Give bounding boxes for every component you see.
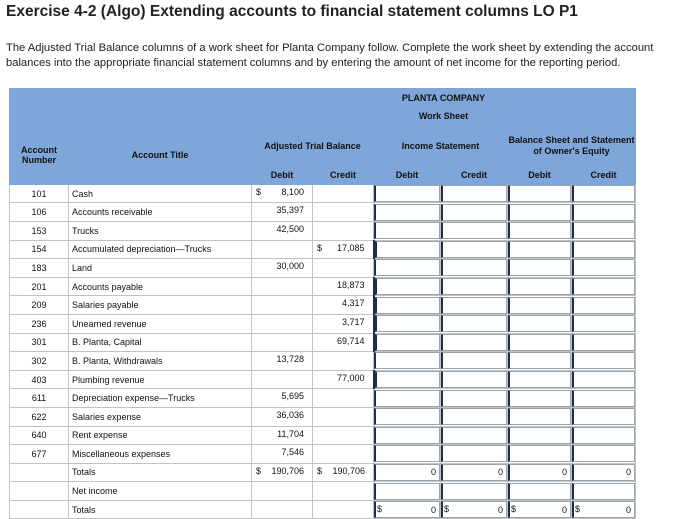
account-title: Accounts payable: [69, 277, 252, 296]
atb-debit-value: 7,546: [281, 447, 304, 458]
atb-debit-value: 11,704: [277, 428, 304, 439]
row-677-bs-debit-input[interactable]: [508, 445, 571, 462]
account-row: [10, 352, 636, 371]
account-number: 201: [10, 277, 69, 296]
account-row: [10, 426, 636, 445]
atb-credit-total: [313, 463, 374, 482]
atb-credit: [313, 370, 374, 389]
atb-debit: [252, 352, 313, 371]
final-totals-is-credit-cell: [441, 500, 508, 519]
row-106-is-debit-input[interactable]: [374, 204, 440, 221]
atb-debit: [252, 184, 313, 203]
row-201-is-credit-cell: [441, 277, 508, 296]
account-row: [10, 407, 636, 426]
row-677-is-debit-input[interactable]: [374, 445, 440, 462]
row-302-is-debit-input[interactable]: [374, 352, 440, 369]
totals-is-debit-input[interactable]: [374, 464, 440, 481]
account-title: Unearned revenue: [69, 314, 252, 333]
row-209-bs-debit-cell: [508, 296, 572, 315]
row-640-bs-credit-cell: [572, 426, 636, 445]
atb-debit-value: 36,036: [276, 409, 304, 420]
row-677-bs-credit-cell: [572, 445, 636, 464]
account-number-header: Account Number: [10, 126, 69, 185]
row-209-is-credit-cell: [441, 296, 508, 315]
row-201-bs-credit-input[interactable]: [572, 278, 635, 295]
row-101-is-debit-cell: [374, 184, 441, 203]
row-209-bs-debit-input[interactable]: [508, 297, 571, 314]
row-403-is-debit-input[interactable]: [375, 371, 441, 388]
final-totals-bs-credit-input[interactable]: [572, 501, 635, 518]
net-income-number: [10, 482, 69, 501]
row-622-is-debit-input[interactable]: [374, 408, 440, 425]
row-106-bs-debit-input[interactable]: [508, 204, 571, 221]
net-income-bs-credit-cell: [572, 482, 636, 501]
row-106-bs-credit-input[interactable]: [572, 204, 635, 221]
row-301-bs-debit-input[interactable]: [508, 334, 571, 351]
final-totals-is-debit-cell: [374, 500, 441, 519]
row-101-bs-debit-cell: [508, 184, 572, 203]
row-209-bs-credit-cell: [572, 296, 636, 315]
atb-credit-value: 3,717: [341, 316, 365, 327]
row-301-bs-credit-cell: [572, 333, 636, 352]
row-640-bs-debit-input[interactable]: [508, 427, 571, 444]
dollar-sign: $: [256, 465, 262, 476]
atb-credit-header: Credit: [313, 166, 374, 185]
account-row: [10, 314, 636, 333]
totals-number: [10, 463, 69, 482]
dollar-sign: $: [317, 242, 323, 253]
net-income-bs-credit-input[interactable]: [572, 483, 635, 500]
row-154-is-debit-input[interactable]: [375, 241, 441, 258]
atb-credit-empty: [313, 389, 374, 408]
row-301-is-debit-cell: [374, 333, 441, 352]
row-183-bs-credit-cell: [572, 259, 636, 278]
row-101-bs-debit-input[interactable]: [508, 185, 571, 202]
row-640-bs-debit-cell: [508, 426, 572, 445]
row-403-is-debit-cell: [374, 370, 441, 389]
account-row: [10, 221, 636, 240]
account-row: [10, 240, 636, 259]
account-row: [10, 203, 636, 222]
row-403-is-credit-cell: [441, 370, 508, 389]
row-236-is-credit-cell: [441, 314, 508, 333]
row-106-is-credit-input[interactable]: [441, 204, 507, 221]
row-106-bs-credit-cell: [572, 203, 636, 222]
account-title: B. Planta, Withdrawals: [69, 352, 252, 371]
net-income-label: Net income: [69, 482, 252, 501]
row-677-is-credit-cell: [441, 445, 508, 464]
account-title: Accumulated depreciation—Trucks: [69, 240, 252, 259]
final-totals-bs-credit-cell: [572, 500, 636, 519]
account-number: 640: [10, 426, 69, 445]
row-153-is-credit-input[interactable]: [441, 222, 507, 239]
row-302-bs-credit-cell: [572, 352, 636, 371]
account-title: Plumbing revenue: [69, 370, 252, 389]
row-101-is-debit-input[interactable]: [374, 185, 440, 202]
row-403-bs-credit-cell: [572, 370, 636, 389]
row-209-is-debit-input[interactable]: [375, 297, 441, 314]
row-153-is-credit-cell: [441, 221, 508, 240]
company-name: PLANTA COMPANY: [252, 89, 636, 108]
row-154-bs-credit-cell: [572, 240, 636, 259]
final-totals-number: [10, 500, 69, 519]
account-title: B. Planta, Capital: [69, 333, 252, 352]
account-row: [10, 277, 636, 296]
row-236-is-debit-input[interactable]: [375, 315, 441, 332]
dollar-sign: $: [317, 465, 323, 476]
row-302-is-credit-input[interactable]: [441, 352, 507, 369]
atb-credit-empty: [313, 407, 374, 426]
atb-debit-empty: [252, 296, 313, 315]
row-301-bs-debit-cell: [508, 333, 572, 352]
account-number: 106: [10, 203, 69, 222]
atb-credit-empty: [313, 184, 374, 203]
row-154-bs-debit-cell: [508, 240, 572, 259]
row-236-is-debit-cell: [374, 314, 441, 333]
totals-bs-debit-input[interactable]: [508, 464, 571, 481]
bs-credit-header: Credit: [572, 166, 636, 185]
row-154-is-debit-cell: [374, 240, 441, 259]
account-title: Salaries expense: [69, 407, 252, 426]
final-totals-atb-debit: [252, 500, 313, 519]
row-106-bs-debit-cell: [508, 203, 572, 222]
atb-debit: [252, 259, 313, 278]
atb-debit: [252, 426, 313, 445]
account-number: 183: [10, 259, 69, 278]
final-totals-is-credit-input[interactable]: [441, 501, 507, 518]
worksheet-table: [9, 88, 636, 519]
atb-debit-empty: [252, 333, 313, 352]
row-640-is-debit-input[interactable]: [374, 427, 440, 444]
row-301-bs-credit-input[interactable]: [572, 334, 635, 351]
row-622-bs-credit-input[interactable]: [572, 408, 635, 425]
row-611-is-credit-input[interactable]: [441, 390, 507, 407]
totals-label: Totals: [69, 463, 252, 482]
row-236-bs-debit-cell: [508, 314, 572, 333]
row-201-is-debit-cell: [374, 277, 441, 296]
row-101-bs-credit-input[interactable]: [572, 185, 635, 202]
atb-debit: [252, 389, 313, 408]
row-183-is-debit-cell: [374, 259, 441, 278]
row-236-bs-debit-input[interactable]: [508, 315, 571, 332]
row-101-is-credit-input[interactable]: [441, 185, 507, 202]
net-income-is-credit-input[interactable]: [441, 483, 507, 500]
account-row: [10, 296, 636, 315]
totals-bs-credit-input[interactable]: [572, 464, 635, 481]
row-106-is-credit-cell: [441, 203, 508, 222]
totals-is-credit-input[interactable]: [441, 464, 507, 481]
row-201-is-credit-input[interactable]: [441, 278, 507, 295]
atb-credit-value: 17,085: [336, 242, 365, 253]
row-183-is-credit-input[interactable]: [441, 259, 507, 276]
row-153-bs-debit-cell: [508, 221, 572, 240]
instructions: [6, 41, 700, 70]
atb-credit-value: 69,714: [336, 335, 365, 346]
atb-debit-value: 5,695: [281, 391, 304, 402]
row-154-bs-credit-input[interactable]: [572, 241, 635, 258]
account-title: Trucks: [69, 221, 252, 240]
final-totals-atb-credit: [313, 500, 374, 519]
net-income-bs-debit-input[interactable]: [508, 483, 571, 500]
atb-debit-value: 35,397: [276, 205, 304, 216]
account-title-header: Account Title: [69, 126, 252, 185]
account-row: [10, 445, 636, 464]
account-number: 101: [10, 184, 69, 203]
row-302-bs-credit-input[interactable]: [572, 352, 635, 369]
atb-debit-header: Debit: [252, 166, 313, 185]
atb-debit-value: 8,100: [281, 186, 304, 197]
instructions-line-2: balances into the appropriate financial statement columns and by entering the amount of net income for the reporting period.: [6, 56, 621, 69]
row-183-bs-credit-input[interactable]: [572, 259, 635, 276]
row-403-bs-debit-cell: [508, 370, 572, 389]
income-statement-header: Income Statement: [374, 126, 508, 166]
net-income-is-debit-cell: [374, 482, 441, 501]
atb-credit-value: 18,873: [336, 279, 365, 290]
atb-debit-value: 42,500: [276, 223, 304, 234]
atb-debit-empty: [252, 370, 313, 389]
row-153-bs-credit-input[interactable]: [572, 222, 635, 239]
atb-credit-empty: [313, 203, 374, 222]
totals-bs-credit-cell: [572, 463, 636, 482]
atb-header: Adjusted Trial Balance: [252, 126, 374, 166]
atb-credit: [313, 277, 374, 296]
row-677-is-credit-input[interactable]: [441, 445, 507, 462]
account-title: Depreciation expense—Trucks: [69, 389, 252, 408]
atb-debit-empty: [252, 277, 313, 296]
dollar-sign: $: [256, 186, 262, 197]
row-101-bs-credit-cell: [572, 184, 636, 203]
atb-debit-total: [252, 463, 313, 482]
atb-credit-total-value: 190,706: [332, 465, 365, 476]
row-153-is-debit-input[interactable]: [374, 222, 440, 239]
row-302-bs-debit-input[interactable]: [508, 352, 571, 369]
account-number: 301: [10, 333, 69, 352]
account-number: 677: [10, 445, 69, 464]
atb-credit: [313, 333, 374, 352]
row-622-is-debit-cell: [374, 407, 441, 426]
atb-credit: [313, 296, 374, 315]
atb-debit: [252, 203, 313, 222]
row-622-is-credit-input[interactable]: [441, 408, 507, 425]
row-301-is-debit-input[interactable]: [375, 334, 441, 351]
atb-credit-empty: [313, 352, 374, 371]
row-301-is-credit-cell: [441, 333, 508, 352]
account-row: [10, 389, 636, 408]
row-403-bs-credit-input[interactable]: [572, 371, 635, 388]
row-209-bs-credit-input[interactable]: [572, 297, 635, 314]
row-622-bs-debit-cell: [508, 407, 572, 426]
row-622-bs-debit-input[interactable]: [508, 408, 571, 425]
atb-debit-total-value: 190,706: [271, 465, 304, 476]
row-153-bs-debit-input[interactable]: [508, 222, 571, 239]
account-row: [10, 370, 636, 389]
row-201-bs-credit-cell: [572, 277, 636, 296]
atb-credit: [313, 314, 374, 333]
account-row: [10, 184, 636, 203]
dollar-sign: $: [575, 503, 581, 514]
row-201-bs-debit-input[interactable]: [508, 278, 571, 295]
atb-credit: [313, 240, 374, 259]
atb-credit-empty: [313, 221, 374, 240]
row-236-bs-credit-input[interactable]: [572, 315, 635, 332]
atb-debit-empty: [252, 240, 313, 259]
net-income-atb-debit: [252, 482, 313, 501]
row-201-bs-debit-cell: [508, 277, 572, 296]
row-677-bs-credit-input[interactable]: [572, 445, 635, 462]
account-title: Salaries payable: [69, 296, 252, 315]
row-301-is-credit-input[interactable]: [441, 334, 507, 351]
row-183-is-credit-cell: [441, 259, 508, 278]
row-236-is-credit-input[interactable]: [441, 315, 507, 332]
bs-debit-header: Debit: [508, 166, 572, 185]
row-622-is-credit-cell: [441, 407, 508, 426]
account-title: Land: [69, 259, 252, 278]
atb-debit-value: 13,728: [276, 354, 304, 365]
row-209-is-debit-cell: [374, 296, 441, 315]
row-101-is-credit-cell: [441, 184, 508, 203]
totals-is-credit-cell: [441, 463, 508, 482]
final-totals-label: Totals: [69, 500, 252, 519]
is-credit-header: Credit: [441, 166, 508, 185]
instructions-line-1: The Adjusted Trial Balance columns of a work sheet for Planta Company follow. Complete the work sheet by extending the account: [6, 42, 654, 54]
sheet-title: Work Sheet: [252, 107, 636, 126]
totals-bs-debit-cell: [508, 463, 572, 482]
row-640-is-credit-input[interactable]: [441, 427, 507, 444]
row-154-is-credit-input[interactable]: [441, 241, 507, 258]
totals-is-debit-cell: [374, 463, 441, 482]
is-debit-header: Debit: [374, 166, 441, 185]
totals-row: [10, 463, 636, 482]
row-611-is-debit-cell: [374, 389, 441, 408]
row-302-bs-debit-cell: [508, 352, 572, 371]
header-blank: [10, 89, 252, 108]
net-income-bs-debit-cell: [508, 482, 572, 501]
row-611-is-debit-input[interactable]: [374, 390, 440, 407]
account-number: 611: [10, 389, 69, 408]
final-totals-is-debit-input[interactable]: [374, 501, 440, 518]
row-154-is-credit-cell: [441, 240, 508, 259]
row-154-bs-debit-input[interactable]: [508, 241, 571, 258]
atb-credit-value: 77,000: [336, 372, 365, 383]
account-number: 209: [10, 296, 69, 315]
account-title: Accounts receivable: [69, 203, 252, 222]
balance-sheet-header: Balance Sheet and Statement of Owner's Equity: [508, 126, 636, 166]
net-income-is-debit-input[interactable]: [374, 483, 440, 500]
atb-credit-empty: [313, 426, 374, 445]
dollar-sign: $: [444, 503, 450, 514]
atb-credit-empty: [313, 445, 374, 464]
row-611-is-credit-cell: [441, 389, 508, 408]
row-622-bs-credit-cell: [572, 407, 636, 426]
account-number: 236: [10, 314, 69, 333]
dollar-sign: $: [511, 503, 517, 514]
row-403-is-credit-input[interactable]: [441, 371, 507, 388]
account-number: 403: [10, 370, 69, 389]
row-183-bs-debit-cell: [508, 259, 572, 278]
account-number: 622: [10, 407, 69, 426]
row-677-bs-debit-cell: [508, 445, 572, 464]
final-totals-bs-debit-cell: [508, 500, 572, 519]
row-302-is-debit-cell: [374, 352, 441, 371]
atb-debit: [252, 407, 313, 426]
row-611-bs-debit-cell: [508, 389, 572, 408]
account-row: [10, 259, 636, 278]
atb-debit-empty: [252, 314, 313, 333]
row-106-is-debit-cell: [374, 203, 441, 222]
account-title: Rent expense: [69, 426, 252, 445]
account-row: [10, 333, 636, 352]
row-209-is-credit-input[interactable]: [441, 297, 507, 314]
atb-debit-value: 30,000: [276, 261, 304, 272]
row-611-bs-credit-input[interactable]: [572, 390, 635, 407]
row-611-bs-debit-input[interactable]: [508, 390, 571, 407]
row-183-bs-debit-input[interactable]: [508, 259, 571, 276]
account-number: 154: [10, 240, 69, 259]
row-640-is-credit-cell: [441, 426, 508, 445]
row-302-is-credit-cell: [441, 352, 508, 371]
row-153-bs-credit-cell: [572, 221, 636, 240]
account-title: Cash: [69, 184, 252, 203]
page-title: Exercise 4-2 (Algo) Extending accounts to financial statement columns LO P1: [6, 3, 578, 20]
row-153-is-debit-cell: [374, 221, 441, 240]
net-income-atb-credit: [313, 482, 374, 501]
account-number: 153: [10, 221, 69, 240]
account-title: Miscellaneous expenses: [69, 445, 252, 464]
final-totals-bs-debit-input[interactable]: [508, 501, 571, 518]
row-640-is-debit-cell: [374, 426, 441, 445]
row-183-is-debit-input[interactable]: [374, 259, 440, 276]
row-640-bs-credit-input[interactable]: [572, 427, 635, 444]
final-totals-row: [10, 500, 636, 519]
atb-credit-value: 4,317: [341, 298, 365, 309]
atb-credit-empty: [313, 259, 374, 278]
atb-debit: [252, 221, 313, 240]
net-income-is-credit-cell: [441, 482, 508, 501]
row-403-bs-debit-input[interactable]: [508, 371, 571, 388]
atb-debit: [252, 445, 313, 464]
row-201-is-debit-input[interactable]: [375, 278, 441, 295]
dollar-sign: $: [377, 503, 383, 514]
net-income-row: [10, 482, 636, 501]
row-677-is-debit-cell: [374, 445, 441, 464]
row-236-bs-credit-cell: [572, 314, 636, 333]
header-blank: [10, 107, 252, 126]
account-number: 302: [10, 352, 69, 371]
row-611-bs-credit-cell: [572, 389, 636, 408]
